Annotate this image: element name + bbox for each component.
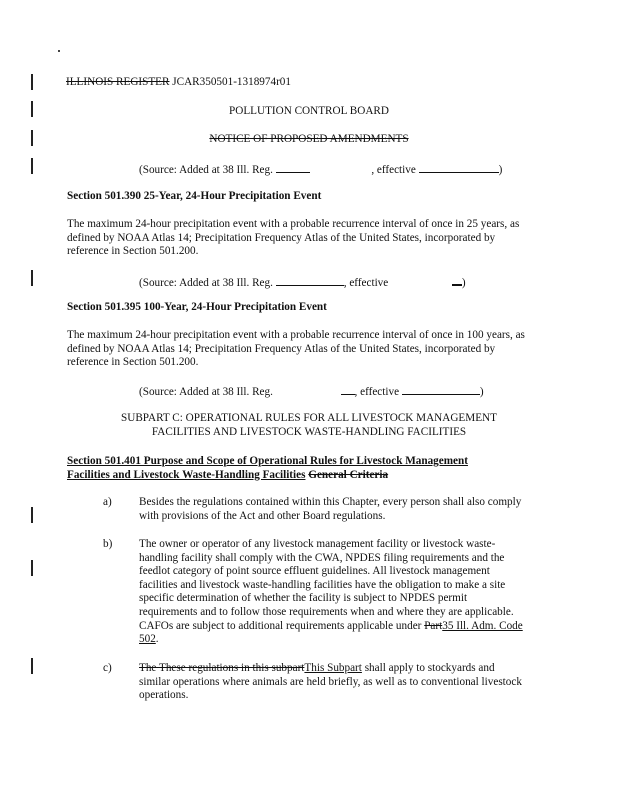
change-bar bbox=[31, 74, 33, 90]
subpart-heading-line2: FACILITIES AND LIVESTOCK WASTE-HANDLING FACILITIES bbox=[151, 426, 467, 438]
change-bar bbox=[31, 507, 33, 523]
section-body: The maximum 24-hour precipitation event with a probable recurrence interval of once in 100 years, as defined by NOAA Atlas 14; Precipitation Frequency Atlas of the United States, incorporated by reference in Section 501.200. bbox=[67, 329, 525, 369]
notice-title: NOTICE OF PROPOSED AMENDMENTS bbox=[209, 133, 409, 145]
item-label: b) bbox=[103, 538, 113, 550]
section-heading: Section 501.395 100-Year, 24-Hour Precipitation Event bbox=[67, 301, 327, 313]
struck-text: The These regulations in this subpart bbox=[139, 662, 305, 674]
inserted-text: This Subpart bbox=[304, 662, 362, 674]
source-note: (Source: Added at 38 Ill. Reg. , effective ) bbox=[139, 274, 466, 291]
change-bar bbox=[31, 158, 33, 174]
struck-text: Part bbox=[424, 619, 443, 632]
section-heading: Section 501.390 25-Year, 24-Hour Precipitation Event bbox=[67, 190, 322, 202]
blank-line bbox=[402, 384, 480, 395]
inserted-text: 35 Ill. Adm. Code 502 bbox=[139, 619, 523, 646]
source-note: (Source: Added at 38 Ill. Reg. , effective ) bbox=[139, 164, 503, 176]
source-note: (Source: Added at 38 Ill. Reg. , effective ) bbox=[139, 386, 484, 398]
item-label: c) bbox=[103, 662, 112, 674]
register-header bbox=[66, 76, 291, 90]
change-bar bbox=[31, 560, 33, 576]
blank-line bbox=[341, 384, 355, 395]
item-text: Besides the regulations contained within this Chapter, every person shall also comply with provisions of the Act and other Board regulations. bbox=[139, 496, 522, 522]
section-body: The maximum 24-hour precipitation event with a probable recurrence interval of once in 25 years, as defined by NOAA Atlas 14; Precipitation Frequency Atlas of the United States, incorporated by reference in Section 501.200. bbox=[67, 218, 520, 258]
register-code: JCAR350501-1318974r01 bbox=[172, 76, 291, 88]
blank-line bbox=[276, 275, 344, 286]
subpart-heading-line1: SUBPART C: OPERATIONAL RULES FOR ALL LIVESTOCK MANAGEMENT bbox=[121, 412, 497, 424]
scan-speck bbox=[58, 50, 60, 52]
item-text: The These regulations in this subpartThis Subpart shall apply to stockyards and similar operations where animals are held briefly, as well as to conventional livestock operations. bbox=[139, 662, 522, 702]
register-title-struck: ILLINOIS REGISTER bbox=[66, 76, 170, 88]
section-heading: Section 501.401 Purpose and Scope of Operational Rules for Livestock Management Facilities and Livestock Waste-Handling Facilities General Criteria bbox=[67, 455, 468, 481]
blank-line bbox=[276, 162, 310, 173]
item-text: The owner or operator of any livestock management facility or livestock waste-handling facility shall comply with the CWA, NPDES filing requirements and the feedlot category of point source effluent guidelines. All livestock management facilities and livestock waste-handling facilities have the obligation to make a site specific determination of whether the facility is subject to NPDES permit requirements and to follow those requirements when and where they are applicable. CAFOs are subject to additional requirements applicable under Part35 Ill. Adm. Code 502. bbox=[139, 538, 523, 646]
blank-line bbox=[419, 162, 499, 173]
board-title: POLLUTION CONTROL BOARD bbox=[229, 105, 389, 117]
change-bar bbox=[31, 270, 33, 286]
struck-text: General Criteria bbox=[308, 468, 389, 481]
blank-line bbox=[452, 274, 462, 286]
change-bar bbox=[31, 658, 33, 674]
item-label: a) bbox=[103, 496, 112, 508]
